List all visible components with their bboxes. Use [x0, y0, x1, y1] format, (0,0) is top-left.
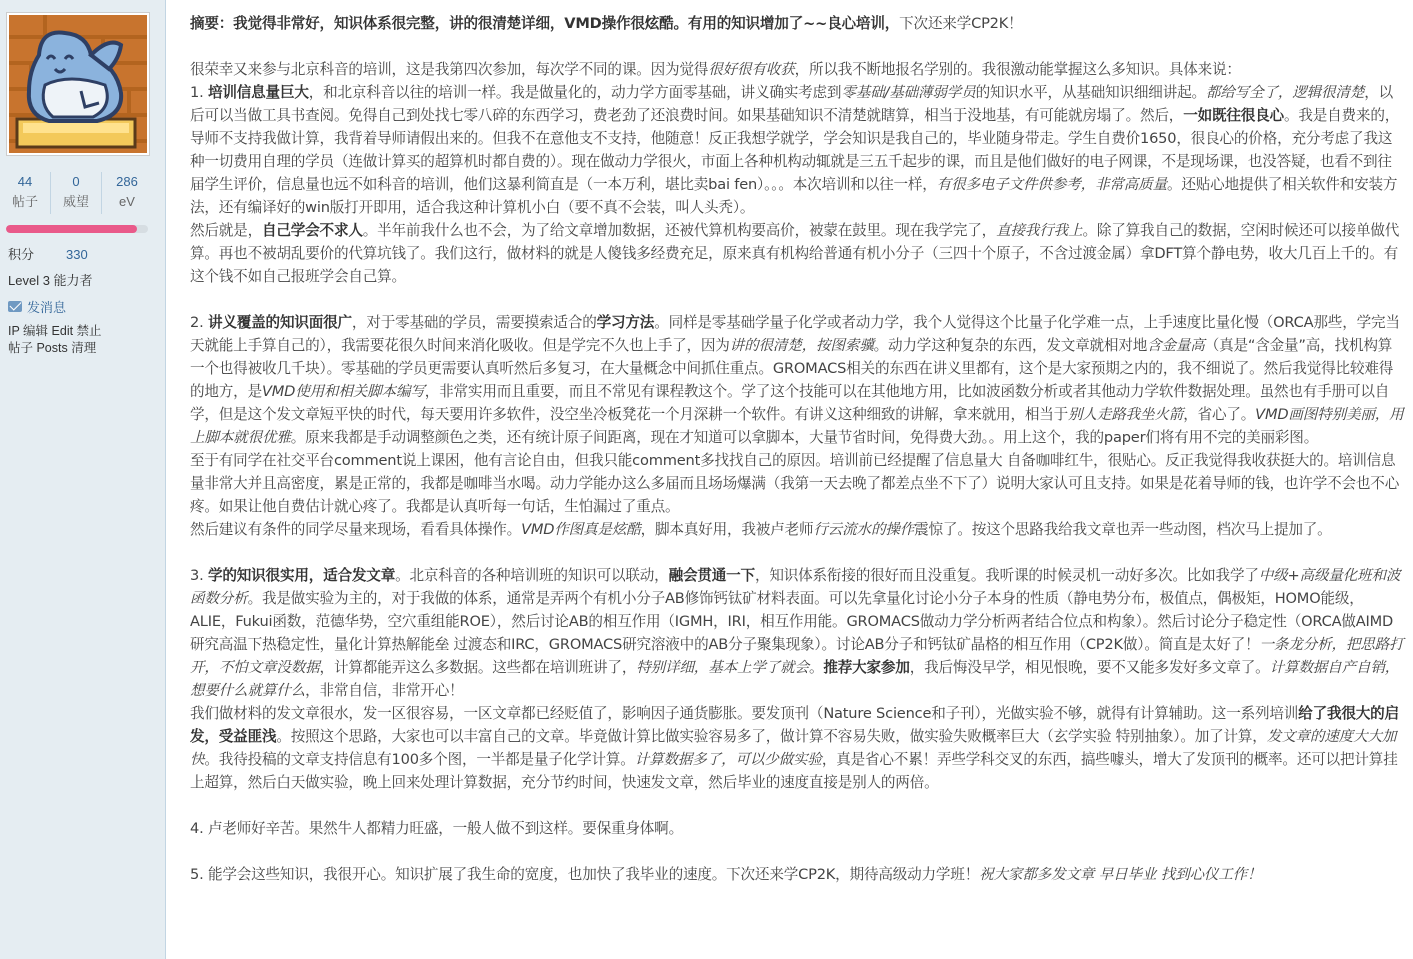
italic-text: 特别详细，基本上学了就会	[636, 659, 809, 676]
italic-text: 行云流水的操作	[813, 521, 915, 538]
bold-text: 学的知识很实用，适合发文章	[207, 567, 396, 584]
text-segment: 。还贴心地提供了相关软件和安装方法，还有编译好的win版打开即用，适合我这种计算机小白（要不真不会装，叫人头秃）。	[190, 176, 1398, 216]
text-segment: ，非常实用而且重要，而且不常见有课程教这个。学了这个技能可以在其他地方用，比如波函数分析或者其他动力学软件数据处理。虽然也有手册可以自学，但是这个发文章短平快的时代，每天要用许多软件，没空坐冷板凳花一个月深耕一个软件。有讲义这种细致的讲解，拿来就用，相当于	[190, 383, 1390, 423]
post-summary	[190, 12, 1405, 35]
text-segment: 。	[808, 659, 824, 676]
admin-line-1[interactable]: IP 编辑 Edit 禁止	[8, 324, 102, 338]
text-segment: 3.	[190, 567, 208, 584]
text-segment: ，计算都能弄这么多数据。这些都在培训班讲了，	[319, 659, 637, 676]
bold-text: 学习方法	[596, 314, 655, 331]
italic-text: 都给写全了，逻辑很清楚	[1205, 84, 1365, 101]
text-segment: 。我是自费来的，导师不支持我做计算，我背着导师请假出来的。但我不在意他支不支持，他随意！反正我想学就学，学会知识是我自己的，毕业随身带走。学生自费价1650，很良心的价格，充分考虑了我这种一切费用自理的学员（连做计算买的超算机时都自费的）。现在做动力学很火，市面上各种机构动辄就是三五千起步的课，而且是他们做好的电子网课，不是现场课，也没答疑，也看不到往届学生评价，信息量也远不如科音的培训，他们这暴利简直是（一本万利，堪比卖bai fen）。。。本次培训和以往一样，	[190, 107, 1400, 193]
post-paragraph	[190, 449, 1405, 518]
italic-text: 别人走路我坐火箭	[1068, 406, 1184, 423]
admin-links	[8, 323, 158, 357]
bold-text: 给了我很大的启发，受益匪浅	[190, 705, 1399, 745]
italic-text: 计算数据自产自销，想要什么就算什么	[190, 659, 1400, 699]
stat-ev-value[interactable]: 286	[116, 174, 138, 189]
text-segment: ，非常自信，非常开心！	[305, 682, 464, 699]
text-segment: （真是“含金量”高，找机构算一个也得被收几千块）。零基础的学员更需要认真听然后多复习，在大量概念中间抓住重点。GROMACS相关的东西在讲义里都有，这个是大家预期之内的，我不细说了。然后我觉得比较难得的地方，是	[190, 337, 1394, 400]
text-segment: 。我待投稿的文章支持信息有100多个图，一半都是量子化学计算。	[204, 751, 635, 768]
text-segment: 。我是做实验为主的，对于我做的体系，通常是弄两个有机小分子AB修饰钙钛矿材料表面。可以先拿量化讨论小分子本身的性质（静电势分布，极值点，偶极矩，HOMO能级，ALIE，Fukui函数，范德华势，空穴重组能ROE），然后讨论AB的相互作用（IGMH，IRI，相互作用能。GROMACS做动力学分析两者结合位点和构象）。然后讨论分子稳定性（ORCA做AIMD研究高温下热稳定性，量化计算热解能垒 过渡态和IRC，GROMACS研究溶液中的AB分子聚集现象）。讨论AB分子和钙钛矿晶格的相互作用（CP2K做）。简直是太好了！	[190, 590, 1394, 653]
italic-text: 中级+高级量化班和波函数分析	[190, 567, 1401, 607]
italic-text: VMD使用和相关脚本编写	[261, 383, 425, 400]
credit-row	[8, 244, 88, 263]
text-segment: ，脚本真好用，我被卢老师	[640, 521, 814, 538]
user-stats	[0, 172, 152, 214]
text-segment: ，省心了。	[1183, 406, 1256, 423]
text-segment: 的知识水平，从基础知识细细讲起。	[975, 84, 1206, 101]
post-paragraph	[190, 564, 1405, 702]
text-segment: 1.	[190, 84, 208, 101]
bold-text: 一如既往很良心	[1183, 107, 1284, 124]
post-paragraph	[190, 817, 1405, 840]
text-segment: 至于有同学在社交平台comment说上课困，他有言论自由，但我只能comment多找找自己的原因。培训前已经提醒了信息量大 自备咖啡红牛，很贴心。反正我觉得我收获挺大的。培训信息量非常大并且高密度，累是正常的，我都是咖啡当水喝。动力学能办这么多届而且场场爆满（我第一天去晚了都差点坐不下了）说明大家认可且支持。如果是花着导师的钱，也许学不会也不心疼。如果让他自费估计就心疼了。我都是认真听每一句话，生怕漏过了重点。	[190, 452, 1400, 515]
bold-text: 摘要：我觉得非常好，知识体系很完整，讲的很清楚详细，VMD操作很炫酷。有用的知识增加了~~良心培训，	[190, 15, 900, 32]
text-segment: 。北京科音的各种培训班的知识可以联动，	[395, 567, 669, 584]
level-progress-bar	[6, 225, 148, 233]
credit-label: 积分	[8, 247, 35, 262]
text-segment: ，我后悔没早学，相见恨晚，要不又能多发好多文章了。	[909, 659, 1270, 676]
italic-text: 含金量高	[1147, 337, 1205, 354]
stat-ev-label: eV	[119, 194, 135, 209]
stat-posts-label: 帖子	[11, 194, 38, 209]
bold-text: 培训信息量巨大	[207, 84, 309, 101]
avatar[interactable]	[6, 12, 150, 156]
stat-prestige-label: 威望	[62, 194, 89, 209]
post-content	[190, 12, 1405, 886]
text-segment: 然后就是，	[190, 222, 262, 239]
user-level: Level 3 能力者	[8, 273, 93, 288]
post-paragraph	[190, 81, 1405, 219]
admin-line-2[interactable]: 帖子 Posts 清理	[8, 341, 97, 355]
stat-prestige-value[interactable]: 0	[72, 174, 80, 189]
credit-value: 330	[66, 247, 88, 262]
italic-text: 讲的很清楚，按图索骥	[729, 337, 874, 354]
text-segment: 2.	[190, 314, 208, 331]
text-segment: ，知识体系衔接的很好而且没重复。我听课的时候灵机一动好多次。比如我学了	[754, 567, 1259, 584]
italic-text: 一条龙分析，把思路打开，不怕文章没数据	[190, 636, 1404, 676]
post-paragraph	[190, 702, 1405, 794]
text-segment: 。原来我都是手动调整颜色之类，还有统计原子间距离，现在才知道可以拿脚本，大量节省时间，免得费大劲。。用上这个，我的paper们将有用不完的美丽彩图。	[290, 429, 1319, 446]
italic-text: 发文章的速度大大加快	[190, 728, 1397, 768]
post-paragraph	[190, 58, 1405, 81]
text-segment: 4. 卢老师好辛苦。果然牛人都精力旺盛，一般人做不到这样。要保重身体啊。	[190, 820, 683, 837]
italic-text: 计算数据多了，可以少做实验	[634, 751, 822, 768]
post-paragraph	[190, 311, 1405, 449]
italic-text: 祝大家都多发文章 早日毕业 找到心仪工作！	[979, 866, 1262, 883]
text-segment: ，对于零基础的学员，需要摸索适合的	[351, 314, 597, 331]
text-segment: 。除了算我自己的数据，空闲时候还可以接单做代算。再也不被胡乱要价的代算坑钱了。我们这行，做材料的就是人傻钱多经费充足，原来真有机构给普通有机小分子（三四十个原子，不含过渡金属）拿DFT算个静电势，收大几百上千的。有这个钱不如自己报班学会自己算。	[190, 222, 1400, 285]
italic-text: 有很多电子文件供参考，非常高质量	[936, 176, 1167, 193]
text-segment: 。动力学这种复杂的东西，发文章就相对地	[873, 337, 1148, 354]
post-paragraph	[190, 518, 1405, 541]
bold-text: 融会贯通一下	[668, 567, 755, 584]
stat-prestige[interactable]	[50, 172, 101, 214]
italic-text: VMD画图特别美丽，用上脚本就很优雅	[190, 406, 1404, 446]
bold-text: 推荐大家参加	[823, 659, 910, 676]
text-segment: 震惊了。按这个思路我给我文章也弄一些动图，档次马上提加了。	[914, 521, 1332, 538]
text-segment: 。同样是零基础学量子化学或者动力学，我个人觉得这个比量子化学难一点，上手速度比量化慢（ORCA那些，学完当天就能上手算自己的），我需要花很久时间来消化吸收。但是学完不久也上手了，因为	[190, 314, 1400, 354]
user-sidebar	[0, 0, 166, 959]
stat-posts[interactable]	[0, 172, 50, 214]
text-segment: 5. 能学会这些知识，我很开心。知识扩展了我生命的宽度，也加快了我毕业的速度。下次还来学CP2K，期待高级动力学班！	[190, 866, 980, 883]
bold-text: 自己学会不求人	[261, 222, 363, 239]
italic-text: 零基础/基础薄弱学员	[841, 84, 976, 101]
text-segment: 很荣幸又来参与北京科音的培训，这是我第四次参加，每次学不同的课。因为觉得	[190, 61, 709, 78]
text-segment: 下次还来学CP2K！	[899, 15, 1023, 32]
send-message-label: 发消息	[27, 300, 67, 315]
bold-text: 讲义覆盖的知识面很广	[207, 314, 352, 331]
italic-text: VMD作图真是炫酷	[521, 521, 641, 538]
level-progress-fill	[6, 225, 137, 233]
avatar-image	[9, 15, 147, 153]
envelope-icon	[8, 301, 22, 312]
text-segment: ，真是省心不累！弄些学科交叉的东西，搞些噱头，增大了发顶刊的概率。还可以把计算挂上超算，然后白天做实验，晚上回来处理计算数据，充分节约时间，快速发文章，然后毕业的速度直接是别人的两倍。	[190, 751, 1398, 791]
post-paragraph	[190, 863, 1405, 886]
text-segment: 然后建议有条件的同学尽量来现场，看看具体操作。	[190, 521, 522, 538]
text-segment: 。按照这个思路，大家也可以丰富自己的文章。毕竟做计算比做实验容易多了，做计算不容易失败，做实验失败概率巨大（玄学实验 特别抽象）。加了计算，	[276, 728, 1267, 745]
italic-text: 直接我行我上	[996, 222, 1083, 239]
stat-posts-value[interactable]: 44	[17, 174, 33, 189]
italic-text: 很好很有收获	[708, 61, 795, 78]
post-paragraph	[190, 219, 1405, 288]
text-segment: ，以后可以当做工具书查阅。免得自己到处找七零八碎的东西学习，费老劲了还浪费时间。如果基础知识不清楚就瞎算，相当于没地基，有可能就房塌了。然后，	[190, 84, 1394, 124]
text-segment: ，和北京科音以往的培训一样。我是做量化的，动力学方面零基础，讲义确实考虑到	[308, 84, 842, 101]
text-segment: ，所以我不断地报名学别的。我很激动能掌握这么多知识。具体来说：	[794, 61, 1241, 78]
text-segment: 我们做材料的发文章很水，发一区很容易，一区文章都已经贬值了，影响因子通货膨胀。要发顶刊（Nature Science和子刊），光做实验不够，就得有计算辅助。这一系列培训	[190, 705, 1299, 722]
stat-ev[interactable]	[101, 172, 152, 214]
text-segment: 。半年前我什么也不会，为了给文章增加数据，还被代算机构要高价，被蒙在鼓里。现在我学完了，	[362, 222, 997, 239]
send-message-link[interactable]	[8, 297, 66, 316]
